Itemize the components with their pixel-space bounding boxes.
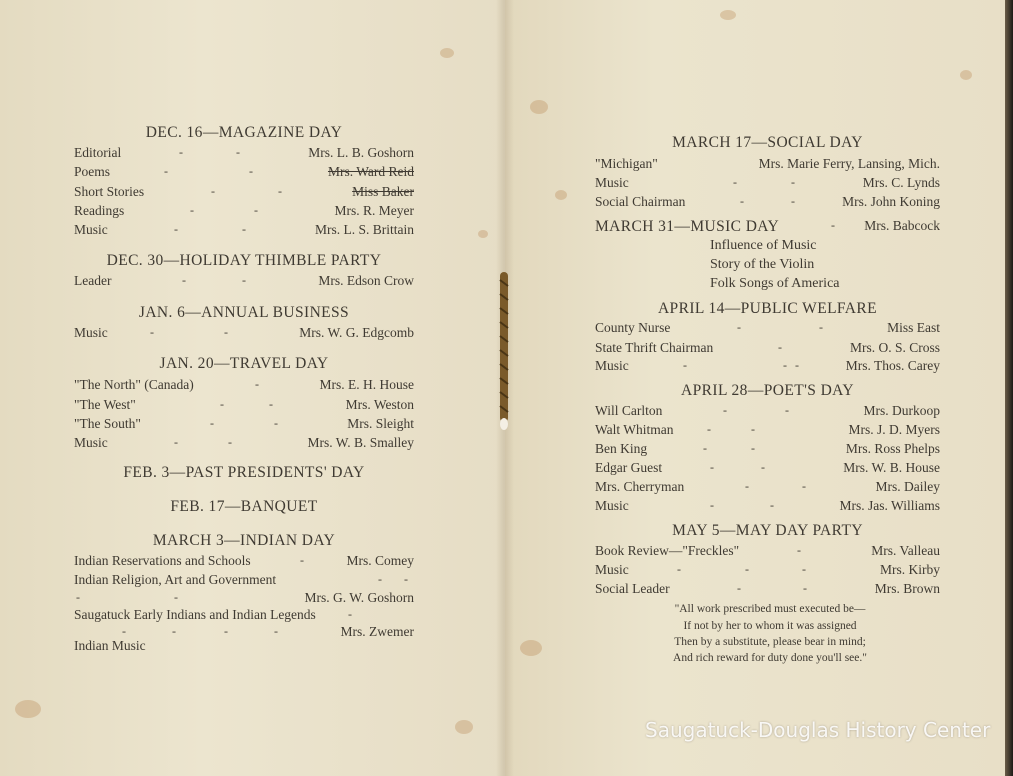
- dash: -: [224, 624, 228, 638]
- foxing-stain: [555, 190, 567, 200]
- dash: -: [404, 572, 408, 586]
- dash: -: [797, 543, 801, 557]
- program-row: [595, 479, 940, 498]
- program-person: Mrs. C. Lynds: [862, 175, 940, 190]
- program-row: [74, 273, 414, 292]
- dash: -: [677, 562, 681, 576]
- program-person: Mrs. Sleight: [347, 416, 414, 431]
- dash: -: [802, 479, 806, 493]
- program-item: Saugatuck Early Indians and Indian Legends: [74, 607, 316, 622]
- program-item: Book Review—"Freckles": [595, 543, 740, 558]
- program-row: [595, 340, 940, 359]
- dash: -: [274, 624, 278, 638]
- program-row: [595, 460, 940, 479]
- dash: -: [751, 422, 755, 436]
- dash: -: [242, 273, 246, 287]
- program-person: Mrs. Durkoop: [863, 403, 940, 418]
- dash: -: [783, 358, 787, 372]
- program-row: [595, 543, 940, 562]
- dash: -: [236, 145, 240, 159]
- program-row: [74, 416, 414, 435]
- program-item: Short Stories: [74, 184, 145, 199]
- dash: -: [172, 624, 176, 638]
- section-heading-dec16: DEC. 16—MAGAZINE DAY: [145, 124, 343, 141]
- dash: -: [737, 320, 741, 334]
- dash: -: [228, 435, 232, 449]
- dash: -: [703, 441, 707, 455]
- program-person-struck: Mrs. Ward Reid: [327, 164, 414, 179]
- program-person: Mrs. E. H. House: [319, 377, 414, 392]
- program-row: [595, 581, 940, 600]
- program-item: "The South": [74, 416, 141, 431]
- program-row: [74, 164, 414, 183]
- program-person: Mrs. O. S. Cross: [849, 340, 940, 355]
- dash: -: [795, 358, 799, 372]
- dash: -: [778, 340, 782, 354]
- binding-cord: [497, 272, 511, 432]
- dash: -: [274, 416, 278, 430]
- foxing-stain: [520, 640, 542, 656]
- section-heading-mar3: MARCH 3—INDIAN DAY: [152, 532, 336, 549]
- program-person: Mrs. Thos. Carey: [845, 358, 940, 373]
- section-heading-may5: MAY 5—MAY DAY PARTY: [672, 522, 863, 539]
- program-item: "The North" (Canada): [74, 377, 194, 392]
- section-heading-dec30: DEC. 30—HOLIDAY THIMBLE PARTY: [106, 252, 382, 269]
- watermark: Saugatuck-Douglas History Center: [645, 718, 991, 742]
- poem-line: "All work prescribed must executed be—: [674, 603, 866, 615]
- dash: -: [745, 562, 749, 576]
- program-item: Music: [595, 358, 629, 373]
- program-person: Mrs. W. G. Edgcomb: [299, 325, 414, 340]
- dash: -: [76, 590, 80, 604]
- dash: -: [211, 184, 215, 198]
- dash: -: [242, 222, 246, 236]
- dash: -: [278, 184, 282, 198]
- program-row: [595, 498, 940, 517]
- dash: -: [269, 397, 273, 411]
- program-row: [595, 194, 940, 213]
- dash: -: [174, 590, 178, 604]
- dash: -: [174, 435, 178, 449]
- music-topic: Folk Songs of America: [710, 276, 840, 291]
- section-heading-feb17: FEB. 17—BANQUET: [170, 498, 318, 515]
- program-row: [595, 320, 940, 339]
- dash: -: [254, 203, 258, 217]
- program-row: [74, 325, 414, 344]
- program-person: Mrs. Valleau: [871, 543, 940, 558]
- program-row: [74, 553, 414, 572]
- dash: -: [190, 203, 194, 217]
- dash: -: [164, 164, 168, 178]
- program-row: [74, 203, 414, 222]
- program-person: Mrs. W. B. House: [843, 460, 940, 475]
- program-person: Mrs. John Koning: [842, 194, 940, 209]
- foxing-stain: [530, 100, 548, 114]
- program-person: Mrs. Dailey: [875, 479, 940, 494]
- dash: -: [831, 218, 835, 232]
- program-person: Mrs. Brown: [874, 581, 940, 596]
- poem-line: And rich reward for duty done you'll see.": [673, 652, 867, 664]
- program-item: Music: [74, 325, 108, 340]
- program-row: [595, 403, 940, 422]
- program-row: [595, 156, 940, 175]
- section-heading-mar17: MARCH 17—SOCIAL DAY: [672, 134, 863, 151]
- section-heading-jan20: JAN. 20—TRAVEL DAY: [159, 355, 329, 372]
- program-person: Mrs. Babcock: [864, 218, 940, 233]
- program-item: State Thrift Chairman: [595, 340, 714, 355]
- program-row: [74, 377, 414, 396]
- program-item: Leader: [74, 273, 112, 288]
- program-row: [595, 422, 940, 441]
- dash: -: [737, 581, 741, 595]
- section-heading-mar31: MARCH 31—MUSIC DAY: [595, 218, 780, 235]
- dash: -: [300, 553, 304, 567]
- program-person: Mrs. Kirby: [880, 562, 940, 577]
- dash: -: [761, 460, 765, 474]
- program-person: Mrs. L. B. Goshorn: [308, 145, 414, 160]
- poem-line: Then by a substitute, please bear in mind;: [674, 636, 866, 648]
- foxing-stain: [478, 230, 488, 238]
- dash: -: [770, 498, 774, 512]
- program-item: Poems: [74, 164, 111, 179]
- program-person: Mrs. J. D. Myers: [848, 422, 940, 437]
- program-row: [74, 638, 414, 657]
- section-heading-jan6: JAN. 6—ANNUAL BUSINESS: [138, 304, 350, 321]
- dash: -: [802, 562, 806, 576]
- section-heading-apr28: APRIL 28—POET'S DAY: [681, 382, 854, 399]
- program-person: Mrs. Weston: [345, 397, 414, 412]
- program-item: "Michigan": [595, 156, 658, 171]
- program-item: Readings: [74, 203, 125, 218]
- program-item: Editorial: [74, 145, 122, 160]
- dash: -: [122, 624, 126, 638]
- dash: -: [707, 422, 711, 436]
- program-item: Will Carlton: [595, 403, 663, 418]
- music-topic: Story of the Violin: [710, 257, 815, 272]
- program-row: [74, 572, 414, 591]
- dash: -: [791, 194, 795, 208]
- dash: -: [182, 273, 186, 287]
- dash: -: [785, 403, 789, 417]
- program-person-struck: Miss Baker: [352, 184, 414, 199]
- program-row: [74, 145, 414, 164]
- dash: -: [791, 175, 795, 189]
- program-item: Social Chairman: [595, 194, 686, 209]
- program-item: Music: [595, 562, 629, 577]
- foxing-stain: [960, 70, 972, 80]
- dash: -: [819, 320, 823, 334]
- dash: -: [751, 441, 755, 455]
- dash: -: [150, 325, 154, 339]
- dash: -: [224, 325, 228, 339]
- program-row: [595, 175, 940, 194]
- section-heading-apr14: APRIL 14—PUBLIC WELFARE: [657, 300, 878, 317]
- dash: -: [249, 164, 253, 178]
- foxing-stain: [720, 10, 736, 20]
- dash: -: [348, 607, 352, 621]
- dash: -: [179, 145, 183, 159]
- program-item: County Nurse: [595, 320, 671, 335]
- program-person: Mrs. Jas. Williams: [839, 498, 940, 513]
- program-item: Indian Reservations and Schools: [74, 553, 251, 568]
- program-item: Edgar Guest: [595, 460, 663, 475]
- poem-line: If not by her to whom it was assigned: [683, 620, 857, 632]
- program-row: [74, 397, 414, 416]
- program-row: [74, 222, 414, 241]
- program-item: Ben King: [595, 441, 648, 456]
- program-person: Mrs. Zwemer: [340, 624, 414, 639]
- program-person: Mrs. L. S. Brittain: [314, 222, 414, 237]
- program-item: Music: [595, 498, 629, 513]
- program-person: Mrs. Ross Phelps: [845, 441, 940, 456]
- program-row: [595, 441, 940, 460]
- dash: -: [745, 479, 749, 493]
- program-item: "The West": [74, 397, 136, 412]
- program-item: Indian Religion, Art and Government: [74, 572, 277, 587]
- background-edge: [1005, 0, 1013, 776]
- program-person: Mrs. Comey: [346, 553, 414, 568]
- dash: -: [210, 416, 214, 430]
- dash: -: [378, 572, 382, 586]
- foxing-stain: [455, 720, 473, 734]
- section-heading-feb3: FEB. 3—PAST PRESIDENTS' DAY: [123, 464, 365, 481]
- program-item: Indian Music: [74, 638, 146, 653]
- dash: -: [740, 194, 744, 208]
- dash: -: [220, 397, 224, 411]
- program-row: [74, 184, 414, 203]
- dash: -: [723, 403, 727, 417]
- program-person: Mrs. G. W. Goshorn: [304, 590, 414, 605]
- program-row: [74, 435, 414, 454]
- program-person: Mrs. R. Meyer: [334, 203, 414, 218]
- program-person: Miss East: [887, 320, 940, 335]
- foxing-stain: [15, 700, 41, 718]
- foxing-stain: [440, 48, 454, 58]
- program-item: Social Leader: [595, 581, 670, 596]
- program-row: [595, 358, 940, 377]
- program-item: Music: [74, 222, 108, 237]
- dash: -: [803, 581, 807, 595]
- dash: -: [710, 460, 714, 474]
- program-row: [595, 218, 940, 240]
- program-item: Walt Whitman: [595, 422, 674, 437]
- program-person: Mrs. Edson Crow: [318, 273, 414, 288]
- dash: -: [174, 222, 178, 236]
- music-topic: Influence of Music: [710, 238, 817, 253]
- program-row: [595, 562, 940, 581]
- dash: -: [710, 498, 714, 512]
- program-item: Music: [74, 435, 108, 450]
- dash: -: [255, 377, 259, 391]
- program-item: Music: [595, 175, 629, 190]
- dash: -: [733, 175, 737, 189]
- dash: -: [683, 358, 687, 372]
- program-person: Mrs. Marie Ferry, Lansing, Mich.: [758, 156, 940, 171]
- program-person: Mrs. W. B. Smalley: [307, 435, 414, 450]
- program-item: Mrs. Cherryman: [595, 479, 685, 494]
